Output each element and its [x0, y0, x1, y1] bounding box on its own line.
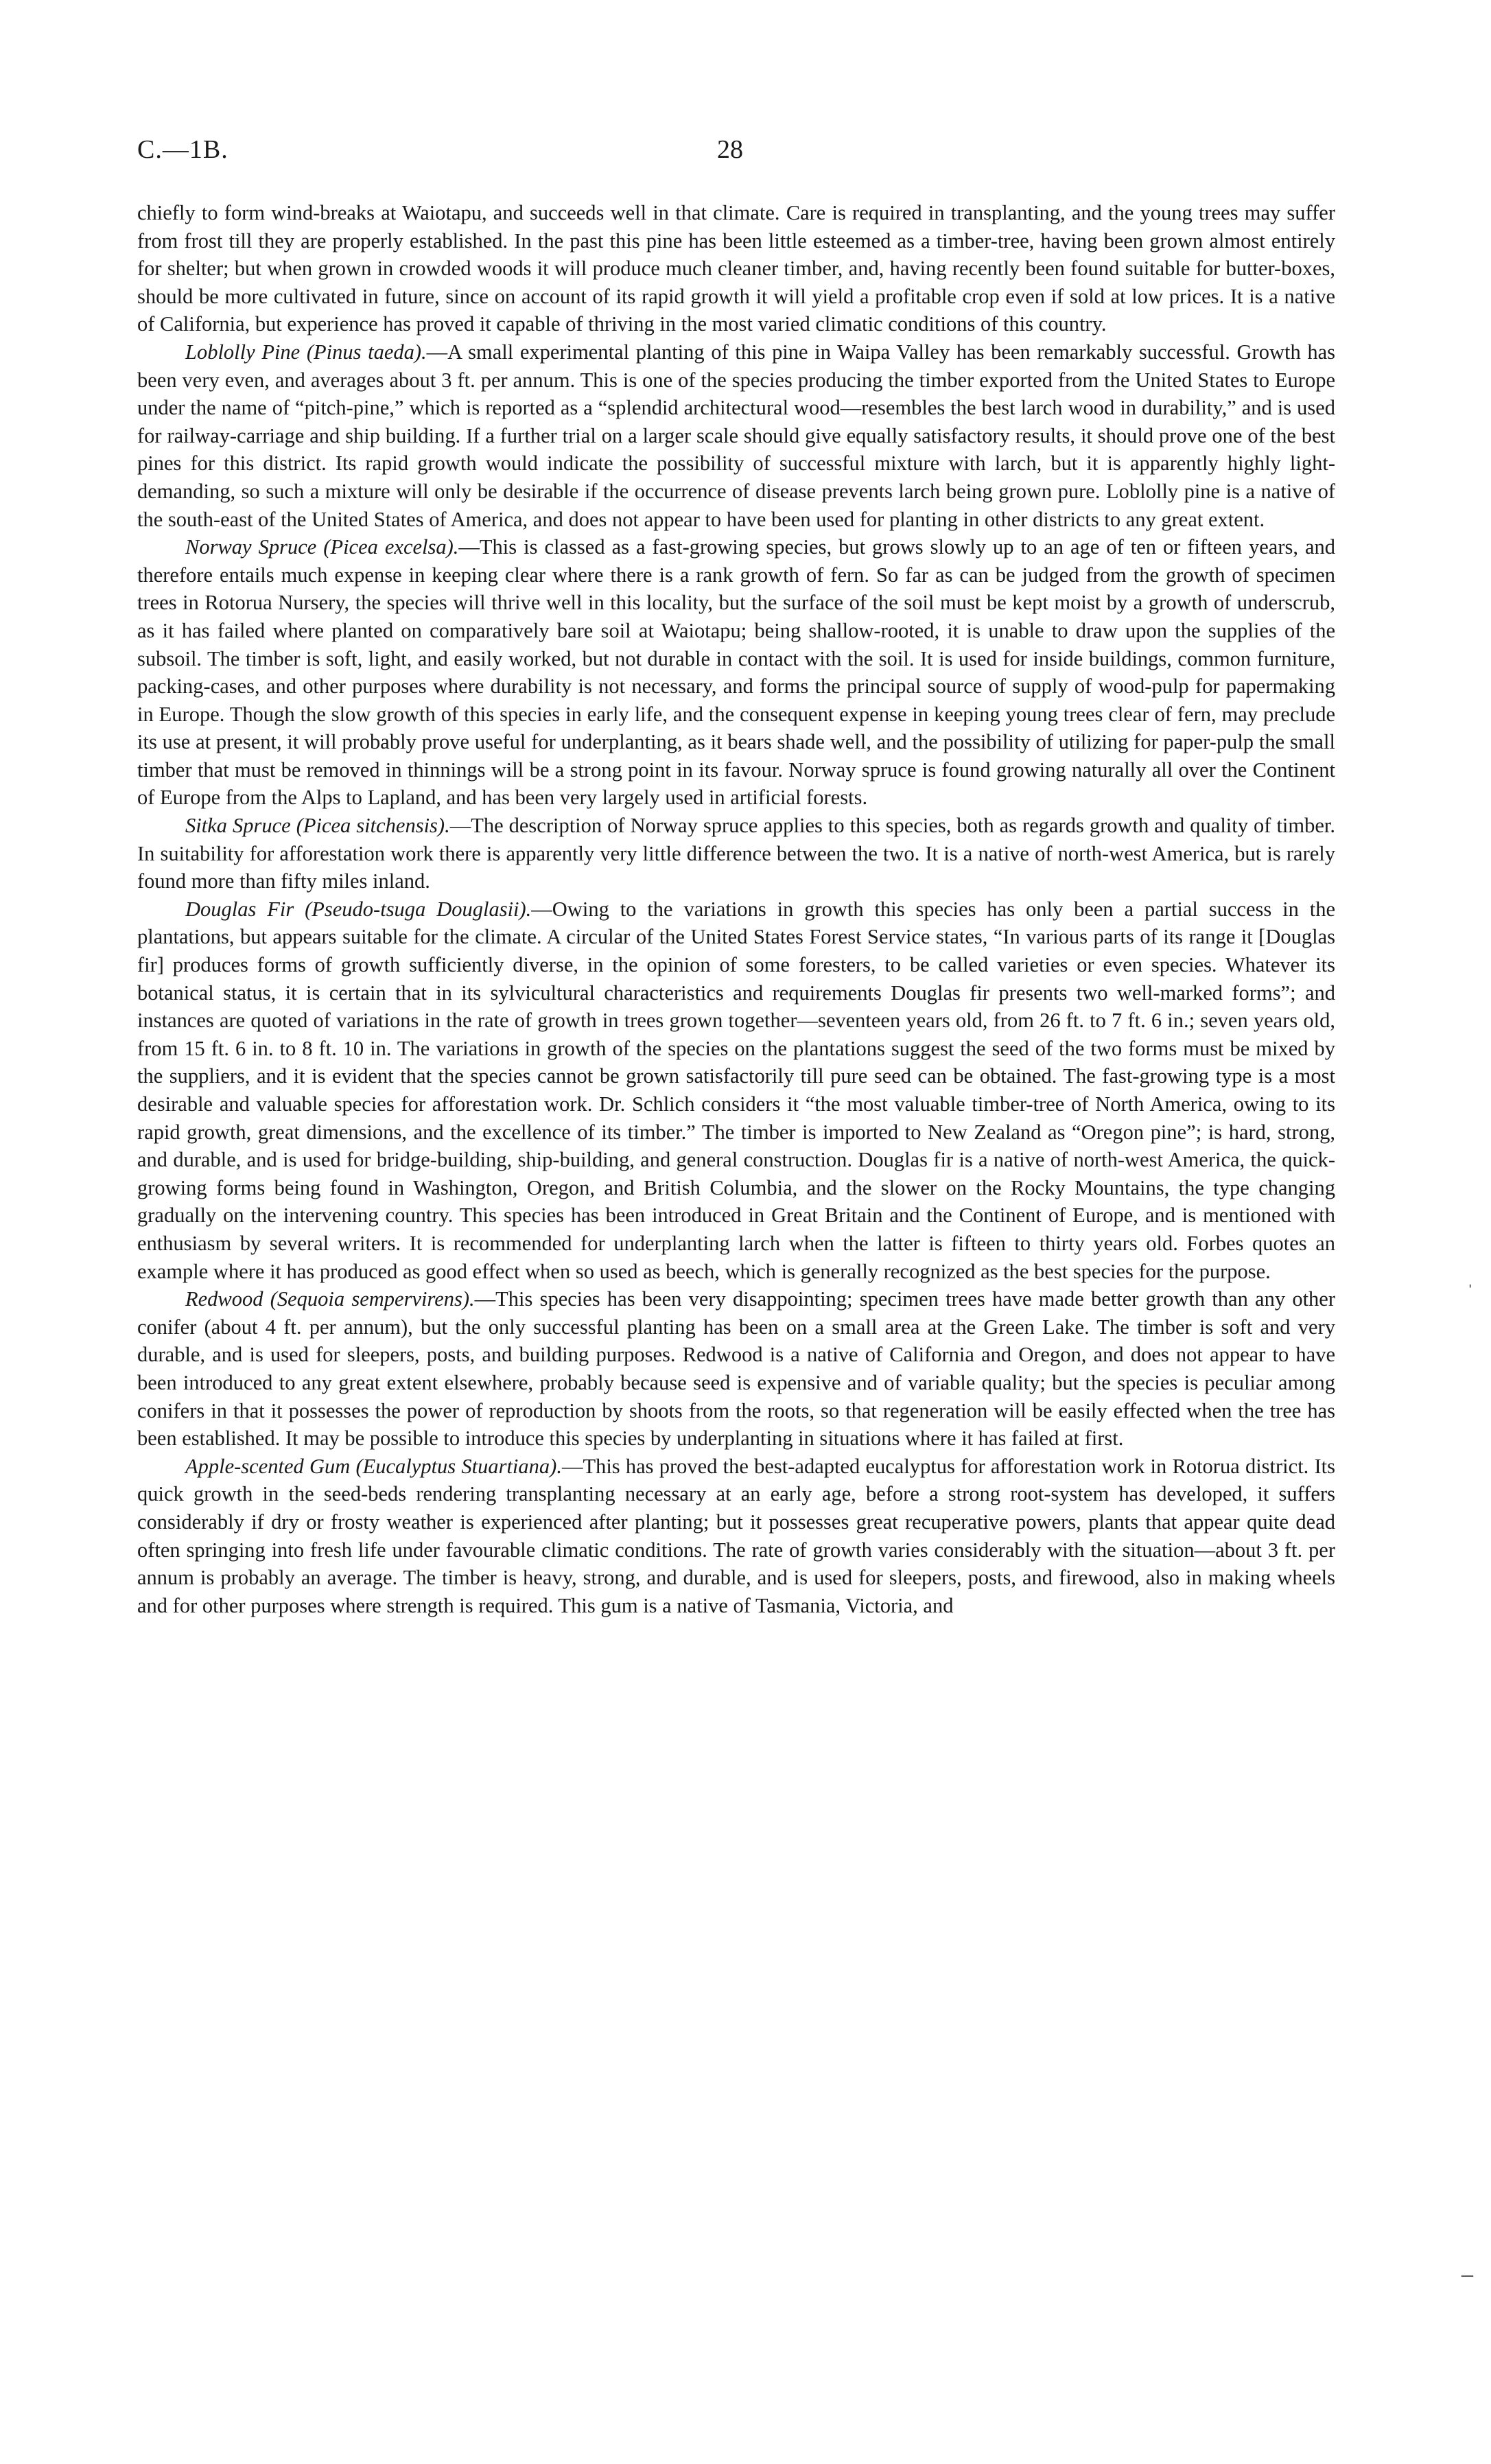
species-heading: Redwood (Sequoia sempervirens). [185, 1287, 475, 1311]
paragraph-sitka-spruce [137, 812, 1335, 895]
paragraph-continuation [137, 199, 1335, 338]
margin-tick-mark: ˈ [1467, 1282, 1474, 1303]
paragraph-text: —Owing to the variations in growth this species has only been a partial success in the plantations, but appears suitable for the climate. A circular of the United States Forest Service states, “In various parts of its range it [Douglas fir] produces forms of growth sufficiently diverse, in the opinion of some foresters, to be called varieties or even species. Whatever its botanical status, it is certain that in its sylvicultural characteristics and requirements Douglas fir presents two well-marked forms”; and instances are quoted of variations in the rate of growth in trees grown together—seventeen years old, from 26 ft. to 7 ft. 6 in.; seven years old, from 15 ft. 6 in. to 8 ft. 10 in. The variations in growth of the species on the plantations suggest the seed of the two forms must be mixed by the suppliers, and it is evident that the species cannot be grown satisfactorily till pure seed can be obtained. The fast-growing type is a most desirable and valuable species for afforestation work. Dr. Schlich considers it “the most valuable timber-tree of North America, owing to its rapid growth, great dimensions, and the excellence of its timber.” The timber is imported to New Zealand as “Oregon pine”; is hard, strong, and durable, and is used for bridge-building, ship-building, and general construction. Douglas fir is a native of north-west America, the quick-growing forms being found in Washington, Oregon, and British Columbia, and the slower on the Rocky Mountains, the type changing gradually on the intervening country. This species has been introduced in Great Britain and the Continent of Europe, and is mentioned with enthusiasm by several writers. It is recommended for underplanting larch when the latter is fifteen to thirty years old. Forbes quotes an example where it has produced as good effect when so used as beech, which is generally recognized as the best species for the purpose. [137, 897, 1335, 1283]
margin-dash-mark: – [1461, 2262, 1473, 2287]
page-number: 28 [717, 135, 743, 164]
species-heading: Loblolly Pine (Pinus taeda). [185, 340, 427, 364]
body-text [137, 199, 1335, 1619]
paragraph-text: —This species has been very disappointing; specimen trees have made better growth than any other conifer (about 4 ft. per annum), but the only successful planting has been on a small area at the Green Lake. The timber is soft and very durable, and is used for sleepers, posts, and building purposes. Redwood is a native of California and Oregon, and does not appear to have been introduced to any great extent elsewhere, probably because seed is expensive and of variable quality; but the species is peculiar among conifers in that it possesses the power of reproduction by shoots from the roots, so that regeneration will be easily effected when the tree has been established. It may be possible to introduce this species by underplanting in situations where it has failed at first. [137, 1287, 1335, 1451]
species-heading: Douglas Fir (Pseudo-tsuga Douglasii). [185, 897, 532, 921]
paragraph-text: —This has proved the best-adapted eucalyptus for afforestation work in Rotorua district. Its quick growth in the seed-beds rendering transplanting necessary at an early age, before a strong root-system has developed, it suffers considerably if dry or frosty weather is experienced after planting; but it possesses great recuperative powers, plants that appear quite dead often springing into fresh life under favourable climatic conditions. The rate of growth varies considerably with the situation—about 3 ft. per annum is probably an average. The timber is heavy, strong, and durable, and is used for sleepers, posts, and firewood, also in making wheels and for other purposes where strength is required. This gum is a native of Tasmania, Victoria, and [137, 1454, 1336, 1617]
paragraph-text: —This is classed as a fast-growing species, but grows slowly up to an age of ten or fifteen years, and therefore entails much expense in keeping clear where there is a rank growth of fern. So far as can be judged from the growth of specimen trees in Rotorua Nursery, the species will thrive well in this locality, but the surface of the soil must be kept moist by a growth of underscrub, as it has failed where planted on comparatively bare soil at Waiotapu; being shallow-rooted, it is unable to draw upon the supplies of the subsoil. The timber is soft, light, and easily worked, but not durable in contact with the soil. It is used for inside buildings, common furniture, packing-cases, and other purposes where durability is not necessary, and forms the principal source of supply of wood-pulp for papermaking in Europe. Though the slow growth of this species in early life, and the consequent expense in keeping young trees clear of fern, may preclude its use at present, it will probably prove useful for underplanting, as it bears shade well, and the possibility of utilizing for paper-pulp the small timber that must be removed in thinnings will be a strong point in its favour. Norway spruce is found growing naturally all over the Continent of Europe from the Alps to Lapland, and has been very largely used in artificial forests. [137, 535, 1336, 810]
paragraph-loblolly-pine [137, 338, 1335, 533]
paragraph-text: —A small experimental planting of this pine in Waipa Valley has been remarkably successful. Growth has been very even, and averages about 3 ft. per annum. This is one of the species producing the timber exported from the United States to Europe under the name of “pitch-pine,” which is reported as a “splendid architectural wood—resembles the best larch wood in durability,” and is used for railway-carriage and ship building. If a further trial on a larger scale should give equally satisfactory results, it should prove one of the best pines for this district. Its rapid growth would indicate the possibility of successful mixture with larch, but it is apparently highly light-demanding, so such a mixture will only be desirable if the occurrence of disease prevents larch being grown pure. Loblolly pine is a native of the south-east of the United States of America, and does not appear to have been used for planting in other districts to any great extent. [137, 340, 1335, 531]
paragraph-redwood [137, 1285, 1335, 1453]
paragraph-norway-spruce [137, 533, 1335, 812]
page-header [137, 134, 1335, 176]
species-heading: Apple-scented Gum (Eucalyptus Stuartiana). [185, 1454, 562, 1478]
paragraph-text: chiefly to form wind-breaks at Waiotapu, and succeeds well in that climate. Care is required in transplanting, and the young trees may suffer from frost till they are properly established. In the past this pine has been little esteemed as a timber-tree, having been grown almost entirely for shelter; but when grown in crowded woods it will produce much cleaner timber, and, having recently been found suitable for butter-boxes, should be more cultivated in future, since on account of its rapid growth it will yield a profitable crop even if sold at low prices. It is a native of California, but experience has proved it capable of thriving in the most varied climatic conditions of this country. [137, 201, 1335, 336]
paragraph-douglas-fir [137, 895, 1335, 1285]
paragraph-apple-scented-gum [137, 1453, 1335, 1620]
species-heading: Sitka Spruce (Picea sitchensis). [185, 814, 450, 838]
document-reference: C.—1B. [137, 135, 228, 164]
species-heading: Norway Spruce (Picea excelsa). [185, 535, 459, 559]
paragraph-text: —The description of Norway spruce applies to this species, both as regards growth and quality of timber. In suitability for afforestation work there is apparently very little difference between the two. It is a native of north-west America, but is rarely found more than fifty miles inland. [137, 814, 1335, 893]
